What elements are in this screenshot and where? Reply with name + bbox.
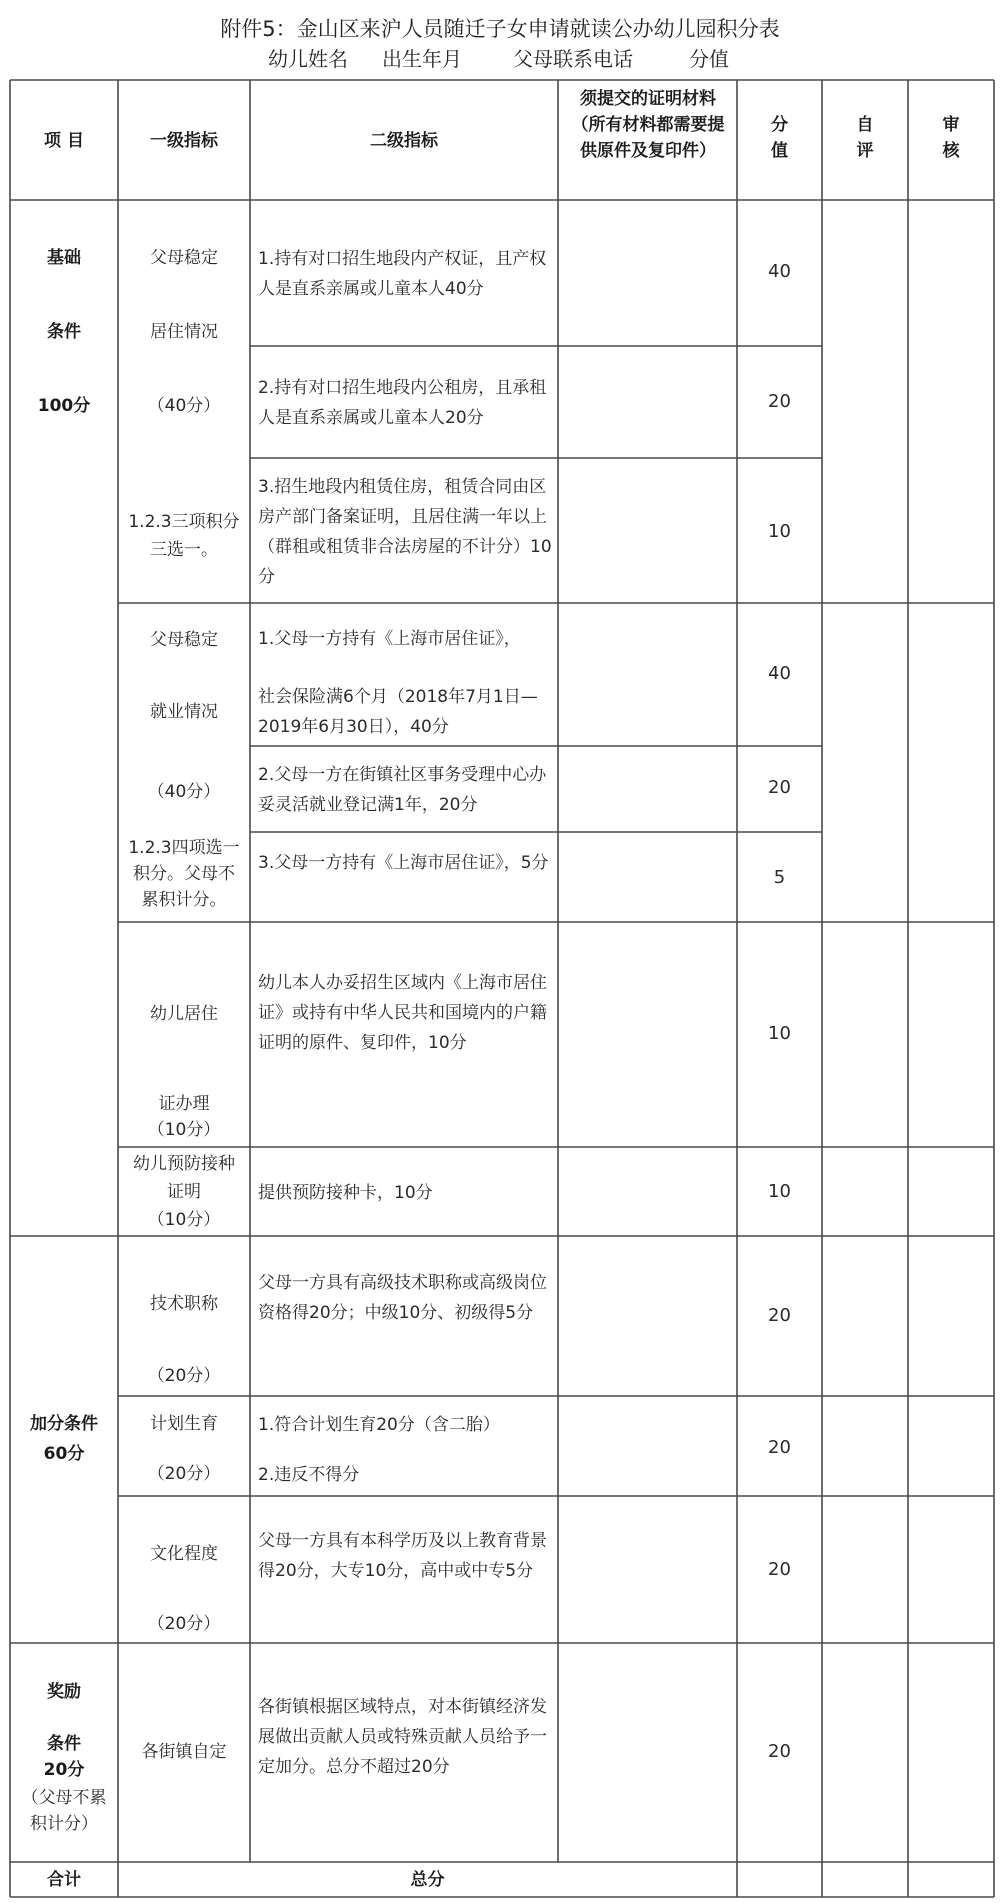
- employment-item-1-text-b: 社会保险满6个月（2018年7月1日—2019年6月30日），40分: [258, 687, 538, 737]
- header-materials: 须提交的证明材料（所有材料都需要提供原件及复印件）: [571, 89, 725, 161]
- header-self-char1: 自: [856, 115, 874, 135]
- vaccine-line1: 幼儿预防接种: [133, 1154, 235, 1174]
- housing-l1-line2: 居住情况: [150, 322, 218, 342]
- family-plan-line2: （20分）: [147, 1464, 221, 1484]
- page-title: 附件5：金山区来沪人员随迁子女申请就读公办幼儿园积分表: [220, 17, 780, 41]
- education-score: 20: [768, 1559, 791, 1580]
- employment-item-2-score: 20: [768, 777, 791, 798]
- housing-l1-line3: （40分）: [147, 396, 221, 416]
- header-level2: 二级指标: [370, 131, 438, 151]
- group-reward-line1: 奖励: [47, 1682, 81, 1702]
- child-residence-text: 幼儿本人办妥招生区域内《上海市居住证》或持有中华人民共和国境内的户籍证明的原件、复印件，10分: [258, 973, 547, 1053]
- group-reward-line5: 积计分）: [30, 1814, 98, 1834]
- header-audit-char1: 审: [942, 115, 960, 135]
- group-bonus-line2: 60分: [43, 1444, 85, 1464]
- header-item: 项 目: [44, 131, 84, 151]
- housing-item-1-text: 1.持有对口招生地段内产权证，且产权人是直系亲属或儿童本人40分: [258, 249, 547, 299]
- employment-item-3-score: 5: [773, 867, 786, 888]
- child-name-label: 幼儿姓名: [268, 47, 348, 71]
- header-score-char2: 值: [771, 141, 788, 161]
- group-reward-line4: （父母不累: [21, 1788, 107, 1808]
- group-basic-line2: 条件: [47, 322, 81, 342]
- employment-item-1-score: 40: [768, 663, 791, 684]
- header-level1: 一级指标: [150, 131, 218, 151]
- group-reward-line3: 20分: [43, 1760, 85, 1780]
- family-plan-text-a: 1.符合计划生育20分（含二胎）: [258, 1415, 500, 1435]
- employment-l1-line4: 1.2.3四项选一: [128, 838, 240, 858]
- town-line1: 各街镇自定: [141, 1742, 227, 1762]
- employment-item-1-text-a: 1.父母一方持有《上海市居住证》，: [258, 629, 521, 649]
- vaccine-text: 提供预防接种卡，10分: [258, 1183, 433, 1203]
- header-score: [737, 112, 822, 164]
- employment-l1-line6: 累积计分。: [141, 890, 227, 910]
- group-basic-line3: 100分: [37, 396, 91, 416]
- header-self-eval: [822, 112, 908, 164]
- employment-l1-line3: （40分）: [147, 782, 221, 802]
- header-audit: [908, 112, 994, 164]
- tech-line2: （20分）: [147, 1366, 221, 1386]
- tech-score: 20: [768, 1305, 791, 1326]
- birth-label: 出生年月: [382, 47, 462, 71]
- group-basic-line1: 基础: [47, 248, 81, 268]
- phone-label: 父母联系电话: [513, 47, 633, 71]
- housing-item-2-score: 20: [768, 391, 791, 412]
- child-residence-line3: （10分）: [147, 1120, 221, 1140]
- footer-total-label: 合计: [47, 1870, 81, 1890]
- housing-item-1-score: 40: [768, 261, 791, 282]
- child-residence-score: 10: [768, 1023, 791, 1044]
- housing-item-2-text: 2.持有对口招生地段内公租房，且承租人是直系亲属或儿童本人20分: [258, 378, 547, 428]
- header-audit-char2: 核: [942, 141, 960, 161]
- housing-l1-line4: 1.2.3三项积分: [128, 512, 240, 532]
- tech-text: 父母一方具有高级技术职称或高级岗位资格得20分；中级10分、初级得5分: [258, 1273, 547, 1323]
- employment-l1-line1: 父母稳定: [150, 630, 218, 650]
- employment-l1-line5: 积分。父母不: [133, 864, 235, 884]
- employment-item-3-text: 3.父母一方持有《上海市居住证》，5分: [258, 853, 549, 873]
- family-plan-line1: 计划生育: [150, 1414, 218, 1434]
- town-text: 各街镇根据区域特点，对本街镇经济发展做出贡献人员或特殊贡献人员给予一定加分。总分不超过20分: [258, 1697, 547, 1777]
- header-score-char1: 分: [771, 115, 788, 135]
- education-text: 父母一方具有本科学历及以上教育背景得20分，大专10分，高中或中专5分: [258, 1531, 547, 1581]
- group-bonus-line1: 加分条件: [30, 1414, 98, 1434]
- housing-l1-line1: 父母稳定: [150, 248, 218, 268]
- vaccine-line2: 证明: [167, 1182, 201, 1202]
- footer-sum-label: 总分: [410, 1870, 445, 1890]
- score-label: 分值: [689, 47, 729, 71]
- employment-l1-line2: 就业情况: [150, 702, 218, 722]
- housing-item-3-text: 3.招生地段内租赁住房，租赁合同由区房产部门备案证明，且居住满一年以上（群租或租赁非合法房屋的不计分）10分: [258, 477, 552, 587]
- vaccine-line3: （10分）: [147, 1210, 221, 1230]
- employment-item-2-text: 2.父母一方在街镇社区事务受理中心办妥灵活就业登记满1年，20分: [258, 765, 547, 815]
- town-score: 20: [768, 1741, 791, 1762]
- education-line2: （20分）: [147, 1614, 221, 1634]
- header-self-char2: 评: [856, 141, 874, 161]
- tech-line1: 技术职称: [150, 1294, 218, 1314]
- vaccine-score: 10: [768, 1181, 791, 1202]
- group-reward-line2: 条件: [47, 1734, 81, 1754]
- housing-l1-line5: 三选一。: [150, 540, 218, 560]
- child-residence-line1: 幼儿居住: [150, 1004, 218, 1024]
- education-line1: 文化程度: [150, 1544, 218, 1564]
- child-residence-line2: 证办理: [158, 1094, 210, 1114]
- family-plan-text-b: 2.违反不得分: [258, 1465, 360, 1485]
- housing-item-3-score: 10: [768, 521, 791, 542]
- family-plan-score: 20: [768, 1437, 791, 1458]
